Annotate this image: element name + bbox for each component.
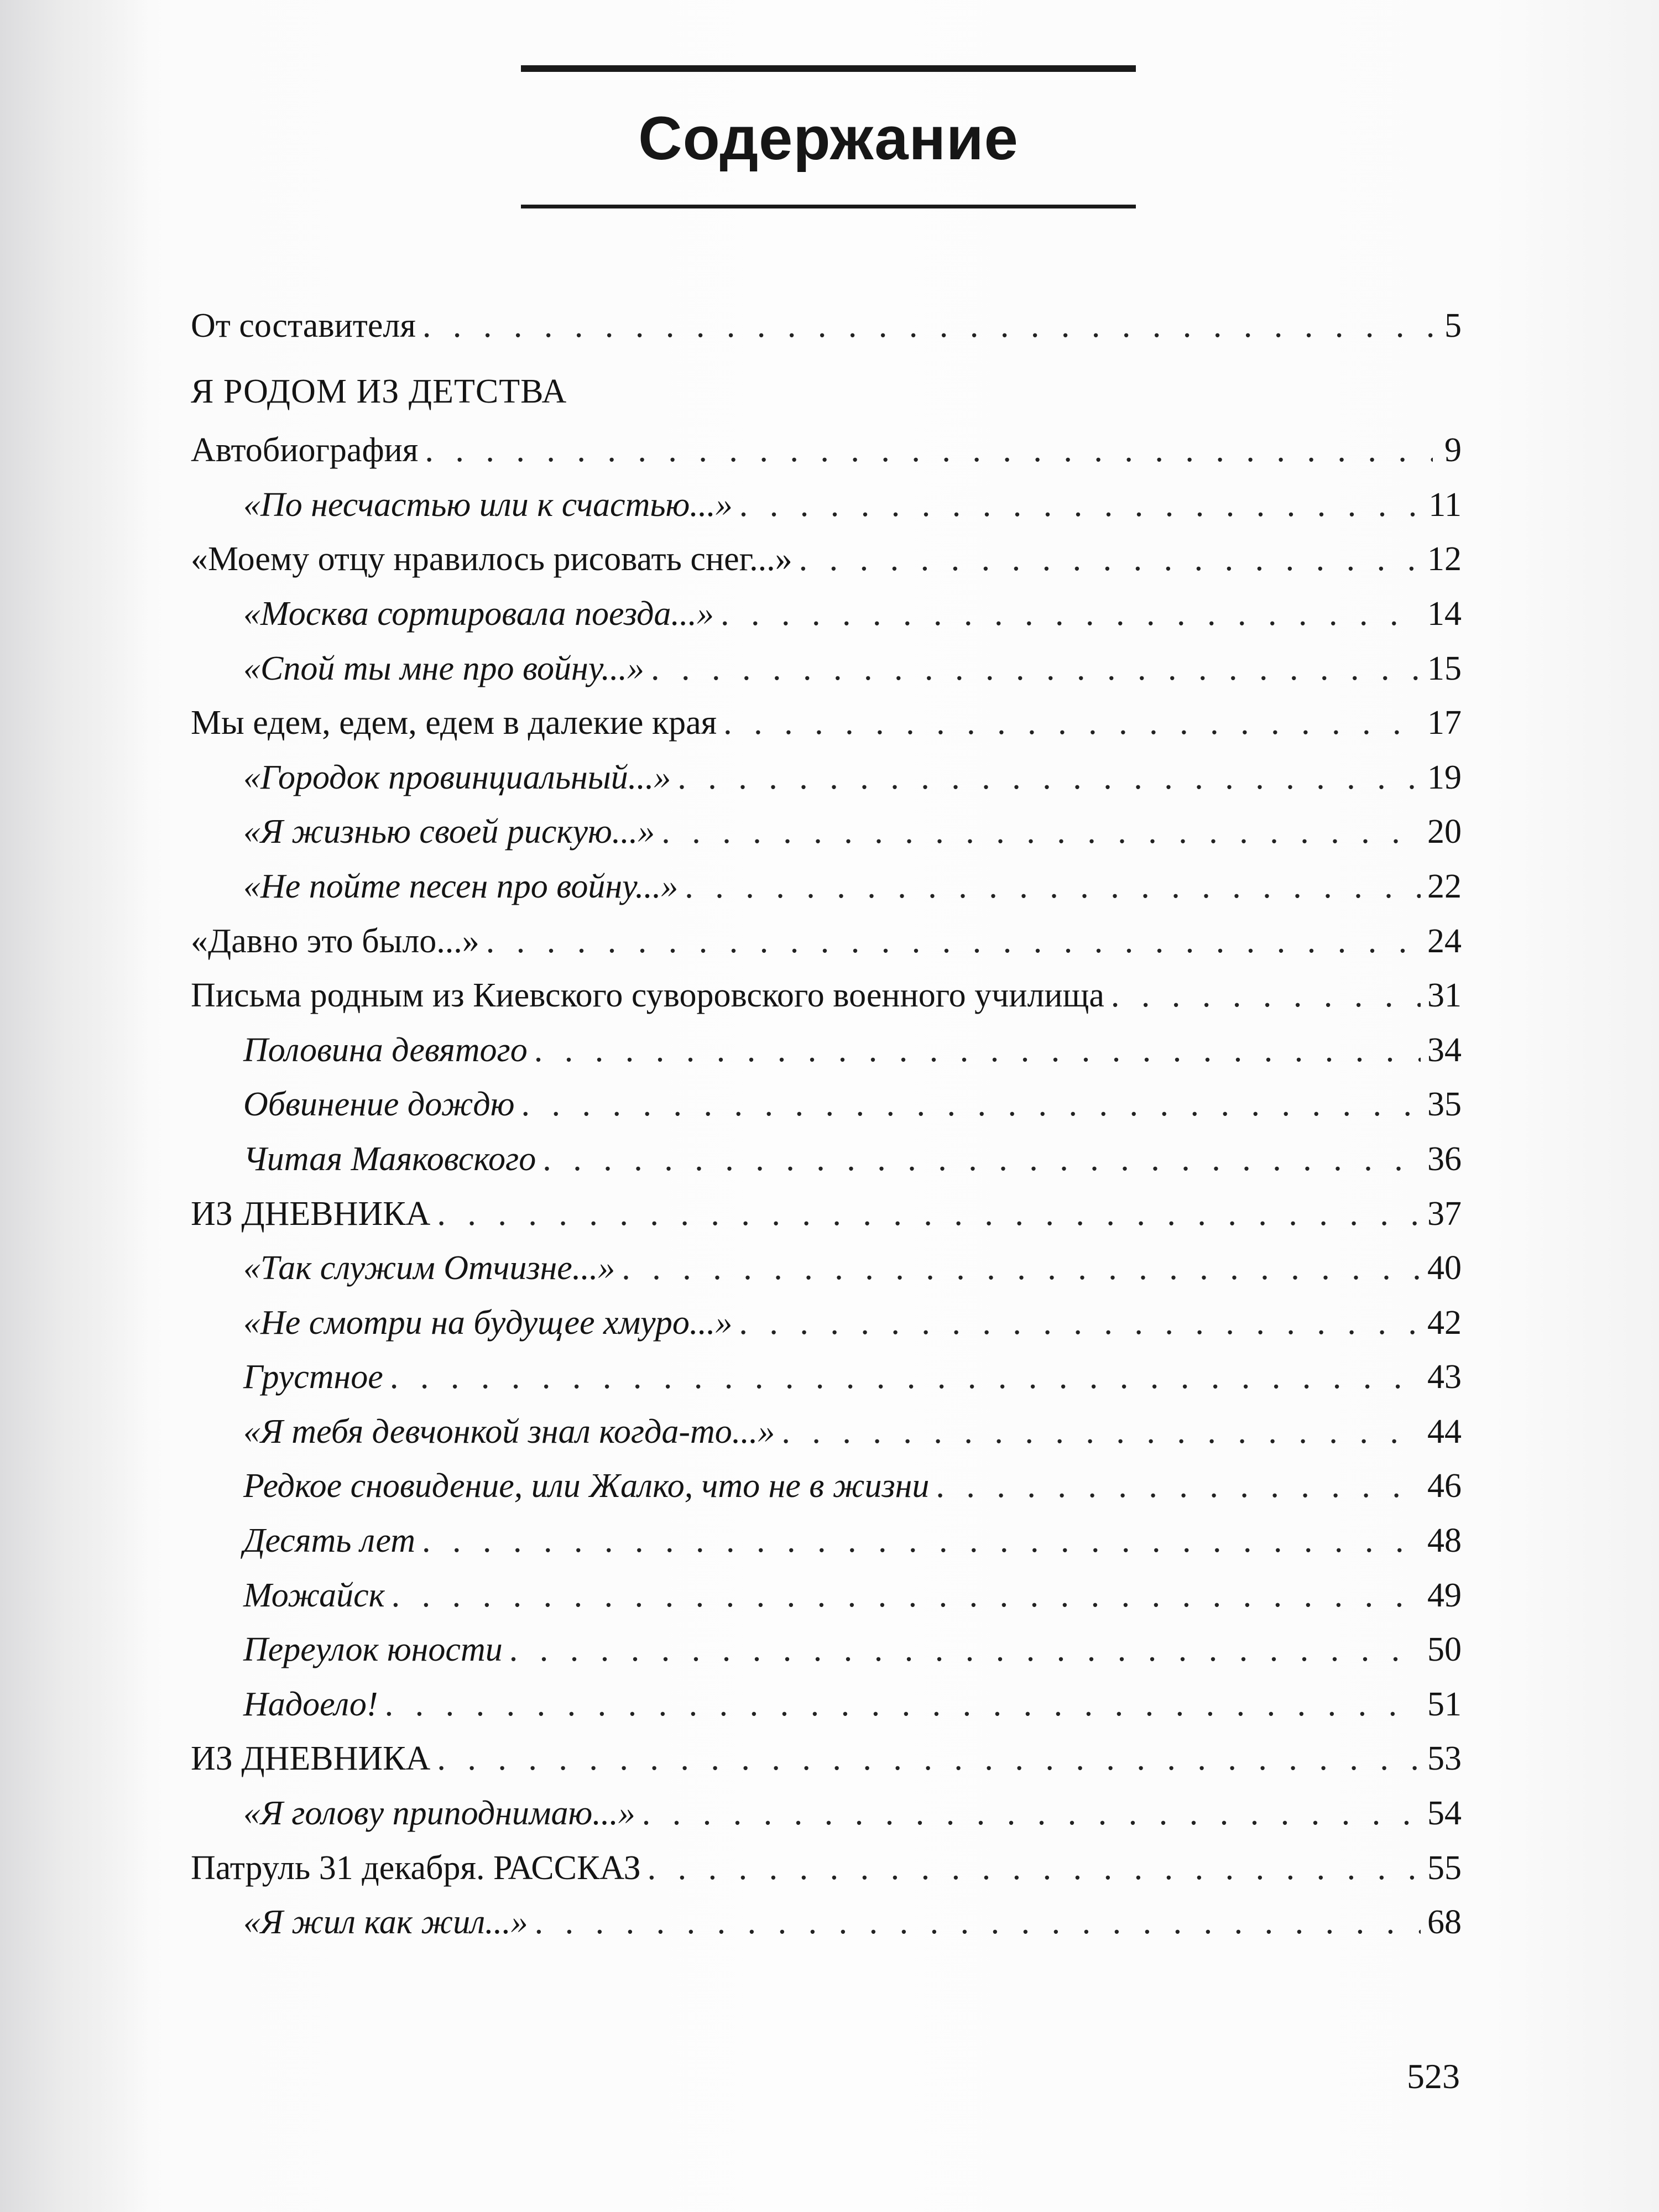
toc-entry (191, 1623, 1462, 1677)
toc-dot-leader (535, 1895, 1421, 1950)
toc-entry-page: 54 (1427, 1794, 1462, 1833)
toc-entry (191, 1514, 1462, 1568)
toc-entry (191, 587, 1462, 641)
toc-entry-label: Переулок юности (243, 1631, 503, 1669)
toc-entry (191, 478, 1462, 533)
toc-entry-label: Обвинение дождю (243, 1086, 515, 1124)
toc-entry (191, 641, 1462, 696)
toc-dot-leader (685, 859, 1421, 914)
toc-entry (191, 1187, 1462, 1241)
toc-entry (191, 1132, 1462, 1187)
toc-entry-label: Можайск (243, 1576, 385, 1614)
toc-entry-page: 55 (1427, 1849, 1462, 1887)
toc-entry-page: 36 (1427, 1140, 1462, 1178)
toc-entry-label: Патруль 31 декабря. РАССКАЗ (191, 1849, 641, 1887)
toc-dot-leader (437, 1187, 1421, 1241)
toc-entry (191, 423, 1462, 478)
toc-dot-leader (422, 1514, 1421, 1568)
toc-dot-leader (437, 1731, 1421, 1786)
toc-entry-page: 46 (1427, 1467, 1462, 1505)
toc-entry-label: От составителя (191, 307, 416, 345)
toc-dot-leader (721, 587, 1421, 641)
toc-entry-label: Автобиография (191, 431, 419, 469)
toc-dot-leader (739, 1296, 1421, 1350)
toc-dot-leader (677, 750, 1421, 805)
toc-entry-label: Половина девятого (243, 1031, 528, 1069)
toc-entry-page: 44 (1427, 1412, 1462, 1451)
toc-entry-page: 51 (1427, 1685, 1462, 1723)
toc-entry-label: «Моему отцу нравилось рисовать снег...» (191, 540, 792, 578)
toc-entry-page: 14 (1427, 594, 1462, 633)
toc-entry (191, 1241, 1462, 1296)
toc-dot-leader (723, 696, 1421, 750)
toc-dot-leader (542, 1132, 1421, 1187)
toc-dot-leader (622, 1241, 1421, 1296)
table-of-contents (191, 299, 1462, 1950)
title-rule-top (521, 65, 1136, 72)
toc-entry (191, 1568, 1462, 1623)
toc-entry-label: «Я голову приподнимаю...» (243, 1794, 635, 1833)
toc-entry (191, 805, 1462, 859)
toc-entry (191, 1459, 1462, 1514)
toc-entry-page: 37 (1427, 1194, 1462, 1233)
toc-entry-label: «Москва сортировала поезда...» (243, 594, 714, 633)
toc-entry (191, 859, 1462, 914)
toc-dot-leader (642, 1786, 1421, 1841)
toc-section-title: Я РОДОМ ИЗ ДЕТСТВА (191, 372, 567, 410)
toc-entry (191, 1677, 1462, 1732)
toc-entry-label: «Спой ты мне про войну...» (243, 649, 644, 687)
toc-dot-leader (1111, 968, 1421, 1023)
toc-entry (191, 532, 1462, 587)
toc-entry (191, 1350, 1462, 1405)
toc-entry-page: 42 (1427, 1303, 1462, 1342)
toc-dot-leader (521, 1077, 1421, 1132)
toc-dot-leader (661, 805, 1421, 859)
toc-entry (191, 696, 1462, 750)
toc-entry (191, 1841, 1462, 1896)
toc-dot-leader (392, 1568, 1421, 1623)
toc-entry-page: 5 (1444, 307, 1462, 345)
toc-entry-label: Надоело! (243, 1685, 378, 1723)
toc-entry-label: ИЗ ДНЕВНИКА (191, 1194, 431, 1233)
toc-entry-page: 49 (1427, 1576, 1462, 1614)
toc-entry-label: «Не смотри на будущее хмуро...» (243, 1303, 733, 1342)
toc-entry-label: «Я жил как жил...» (243, 1903, 528, 1942)
toc-entry (191, 299, 1462, 353)
toc-entry-label: Десять лет (243, 1522, 416, 1560)
toc-entry (191, 1077, 1462, 1132)
toc-entry-label: Редкое сновидение, или Жалко, что не в жизни (243, 1467, 930, 1505)
page-title: Содержание (638, 105, 1019, 173)
toc-entry-page: 43 (1427, 1358, 1462, 1396)
toc-entry-label: ИЗ ДНЕВНИКА (191, 1740, 431, 1778)
page-gutter-shadow (0, 0, 149, 2212)
toc-dot-leader (390, 1350, 1421, 1405)
toc-dot-leader (781, 1405, 1421, 1459)
toc-entry-label: «Давно это было...» (191, 922, 479, 960)
toc-dot-leader (651, 641, 1421, 696)
toc-entry-label: «Я жизнью своей рискую...» (243, 813, 655, 851)
toc-dot-leader (385, 1677, 1421, 1732)
toc-entry-page: 35 (1427, 1086, 1462, 1124)
toc-entry-label: «Я тебя девчонкой знал когда-то...» (243, 1412, 775, 1451)
toc-entry (191, 1895, 1462, 1950)
toc-dot-leader (799, 532, 1421, 587)
toc-entry-page: 22 (1427, 867, 1462, 905)
toc-entry-page: 40 (1427, 1249, 1462, 1287)
toc-entry-page: 17 (1427, 704, 1462, 742)
toc-dot-leader (648, 1841, 1421, 1896)
title-rule-bottom (521, 205, 1136, 208)
toc-dot-leader (534, 1023, 1421, 1078)
toc-entry-page: 24 (1427, 922, 1462, 960)
toc-entry (191, 1296, 1462, 1350)
toc-entry-page: 53 (1427, 1740, 1462, 1778)
toc-entry (191, 1731, 1462, 1786)
toc-entry-page: 50 (1427, 1631, 1462, 1669)
toc-dot-leader (936, 1459, 1421, 1514)
toc-entry-label: Мы едем, едем, едем в далекие края (191, 704, 717, 742)
toc-entry (191, 1786, 1462, 1841)
toc-entry-page: 19 (1427, 758, 1462, 796)
toc-entry-page: 68 (1427, 1903, 1462, 1942)
toc-dot-leader (509, 1623, 1421, 1677)
toc-entry-label: «Так служим Отчизне...» (243, 1249, 615, 1287)
toc-entry-page: 15 (1427, 649, 1462, 687)
toc-entry (191, 968, 1462, 1023)
toc-entry-label: Читая Маяковского (243, 1140, 536, 1178)
page-number: 523 (1407, 2057, 1460, 2096)
toc-entry (191, 1405, 1462, 1459)
toc-entry (191, 1023, 1462, 1078)
toc-entry-page: 12 (1427, 540, 1462, 578)
toc-entry-page: 31 (1427, 977, 1462, 1015)
toc-entry-label: Грустное (243, 1358, 383, 1396)
toc-entry (191, 914, 1462, 969)
toc-entry-page: 48 (1427, 1522, 1462, 1560)
toc-dot-leader (739, 478, 1422, 533)
toc-entry-page: 20 (1427, 813, 1462, 851)
toc-entry-label: Письма родным из Киевского суворовского военного училища (191, 977, 1104, 1015)
toc-entry-label: «Городок провинциальный...» (243, 758, 671, 796)
toc-entry-page: 34 (1427, 1031, 1462, 1069)
toc-entry (191, 750, 1462, 805)
toc-dot-leader (486, 914, 1421, 969)
toc-dot-leader (425, 423, 1433, 478)
toc-entry-page: 11 (1428, 486, 1462, 524)
toc-entry-page: 9 (1444, 431, 1462, 469)
toc-entry-label: «По несчастью или к счастью...» (243, 486, 733, 524)
toc-entry-label: «Не пойте песен про войну...» (243, 867, 679, 905)
toc-dot-leader (422, 299, 1433, 353)
